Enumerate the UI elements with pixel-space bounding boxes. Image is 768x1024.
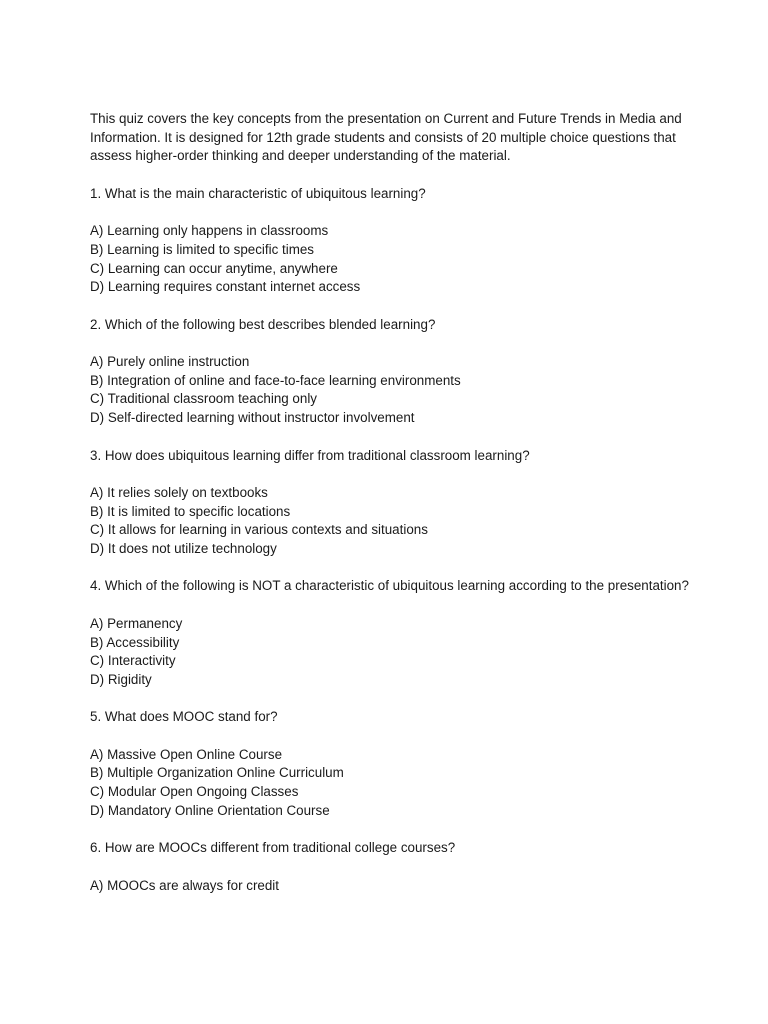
option-a: A) Purely online instruction bbox=[90, 354, 250, 370]
option-d: D) Mandatory Online Orientation Course bbox=[90, 802, 330, 818]
option-c: C) Modular Open Ongoing Classes bbox=[90, 784, 299, 800]
option-a: A) It relies solely on textbooks bbox=[90, 484, 268, 500]
option-a: A) Massive Open Online Course bbox=[90, 746, 283, 762]
question-1 bbox=[90, 185, 690, 297]
option-a: A) MOOCs are always for credit bbox=[90, 877, 279, 893]
option-b: B) Multiple Organization Online Curriculum bbox=[90, 765, 344, 781]
question-text: 2. Which of the following best describes blended learning? bbox=[90, 316, 436, 332]
option-b: B) It is limited to specific locations bbox=[90, 503, 291, 519]
question-2 bbox=[90, 316, 690, 428]
option-a: A) Permanency bbox=[90, 615, 183, 631]
question-text: 3. How does ubiquitous learning differ from traditional classroom learning? bbox=[90, 447, 530, 463]
option-d: D) Rigidity bbox=[90, 671, 152, 687]
option-d: D) Self-directed learning without instructor involvement bbox=[90, 410, 415, 426]
question-5 bbox=[90, 708, 690, 820]
question-text: 6. How are MOOCs different from traditional college courses? bbox=[90, 840, 456, 856]
question-text: 5. What does MOOC stand for? bbox=[90, 709, 278, 725]
option-b: B) Accessibility bbox=[90, 634, 180, 650]
document-page bbox=[90, 110, 690, 914]
option-a: A) Learning only happens in classrooms bbox=[90, 223, 329, 239]
option-d: D) It does not utilize technology bbox=[90, 541, 277, 557]
question-text: 4. Which of the following is NOT a characteristic of ubiquitous learning according to the presentation? bbox=[90, 578, 689, 594]
option-c: C) Interactivity bbox=[90, 653, 176, 669]
option-b: B) Learning is limited to specific times bbox=[90, 241, 315, 257]
option-d: D) Learning requires constant internet access bbox=[90, 279, 361, 295]
options-list bbox=[90, 615, 690, 690]
question-4 bbox=[90, 577, 690, 689]
option-c: C) It allows for learning in various contexts and situations bbox=[90, 522, 428, 538]
options-list bbox=[90, 484, 690, 559]
question-text: 1. What is the main characteristic of ubiquitous learning? bbox=[90, 185, 426, 201]
question-3 bbox=[90, 447, 690, 559]
options-list bbox=[90, 746, 690, 821]
intro-paragraph: This quiz covers the key concepts from the presentation on Current and Future Trends in Media and Information. It is designed for 12th grade students and consists of 20 multiple choice questions that assess higher-order thinking and deeper understanding of the material. bbox=[90, 111, 682, 164]
option-c: C) Learning can occur anytime, anywhere bbox=[90, 260, 338, 276]
options-list bbox=[90, 877, 690, 896]
option-c: C) Traditional classroom teaching only bbox=[90, 391, 317, 407]
question-6 bbox=[90, 839, 690, 895]
options-list bbox=[90, 222, 690, 297]
option-b: B) Integration of online and face-to-face learning environments bbox=[90, 372, 461, 388]
options-list bbox=[90, 353, 690, 428]
